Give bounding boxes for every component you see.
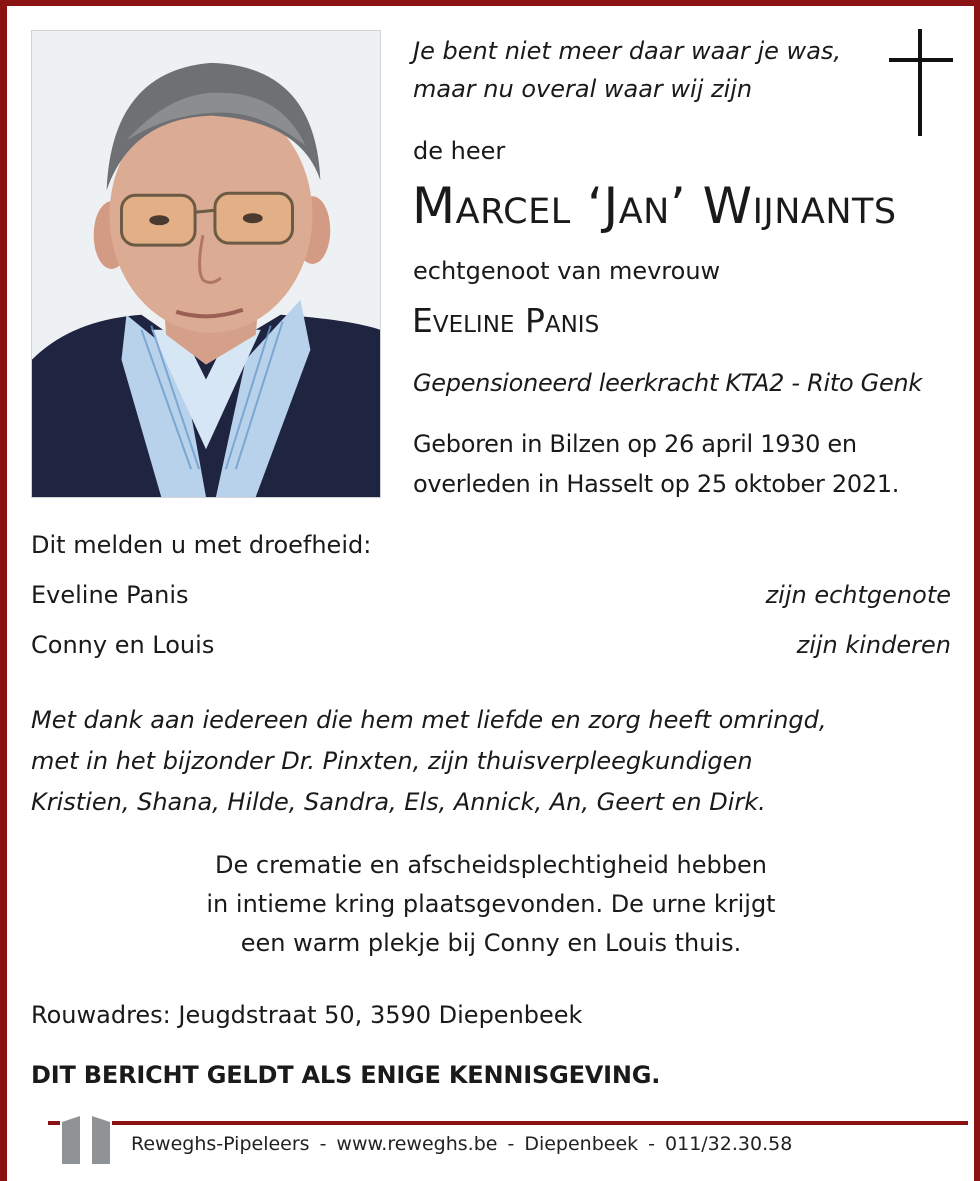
birth-death-dates [413, 424, 899, 504]
relative-relation: zijn kinderen [796, 631, 951, 659]
relative-names: Eveline Panis [31, 581, 189, 609]
relative-row [31, 579, 951, 611]
announcement: Dit melden u met droefheid: [31, 531, 372, 559]
official-notice: DIT BERICHT GELDT ALS ENIGE KENNISGEVING. [31, 1061, 661, 1089]
salutation: de heer [413, 137, 506, 165]
footer-website[interactable]: www.reweghs.be [336, 1133, 498, 1155]
cross-icon [889, 29, 953, 136]
dates-line: overleden in Hasselt op 25 oktober 2021. [413, 470, 900, 498]
profession: Gepensioneerd leerkracht KTA2 - Rito Genk [413, 369, 922, 397]
thanks-paragraph [31, 700, 951, 823]
spouse-intro: echtgenoot van mevrouw [413, 257, 721, 285]
deceased-name: Marcel ‘Jan’ Wijnants [412, 177, 897, 235]
thanks-line: met in het bijzonder Dr. Pinxten, zijn thuisverpleegkundigen [31, 747, 753, 775]
ceremony-line: in intieme kring plaatsgevonden. De urne krijgt [206, 890, 776, 918]
portrait-photo [31, 30, 381, 498]
relative-row [31, 629, 951, 661]
spouse-name: Eveline Panis [412, 301, 600, 340]
mourning-address: Rouwadres: Jeugdstraat 50, 3590 Diepenbeek [31, 1001, 583, 1029]
footer-town: Diepenbeek [524, 1133, 639, 1155]
frame-left-border [0, 0, 7, 1181]
relative-names: Conny en Louis [31, 631, 215, 659]
memorial-quote [413, 32, 883, 108]
funeral-home-logo-icon [60, 1112, 112, 1164]
quote-line: Je bent niet meer daar waar je was, [413, 37, 842, 65]
frame-top-border [0, 0, 980, 6]
thanks-line: Kristien, Shana, Hilde, Sandra, Els, Annick, An, Geert en Dirk. [31, 788, 766, 816]
dates-line: Geboren in Bilzen op 26 april 1930 en [413, 430, 857, 458]
ceremony-line: De crematie en afscheidsplechtigheid hebben [215, 851, 767, 879]
ceremony-line: een warm plekje bij Conny en Louis thuis. [240, 929, 742, 957]
frame-right-border [974, 0, 980, 1181]
relative-relation: zijn echtgenote [765, 581, 951, 609]
quote-line: maar nu overal waar wij zijn [413, 75, 753, 103]
footer-phone: 011/32.30.58 [665, 1133, 793, 1155]
thanks-line: Met dank aan iedereen die hem met liefde en zorg heeft omringd, [31, 706, 827, 734]
footer-rule [48, 1121, 968, 1125]
footer-contact: Reweghs-Pipeleers - www.reweghs.be - Diepenbeek - 011/32.30.58 [131, 1133, 793, 1155]
footer-company: Reweghs-Pipeleers [131, 1133, 310, 1155]
ceremony-paragraph [31, 846, 951, 963]
